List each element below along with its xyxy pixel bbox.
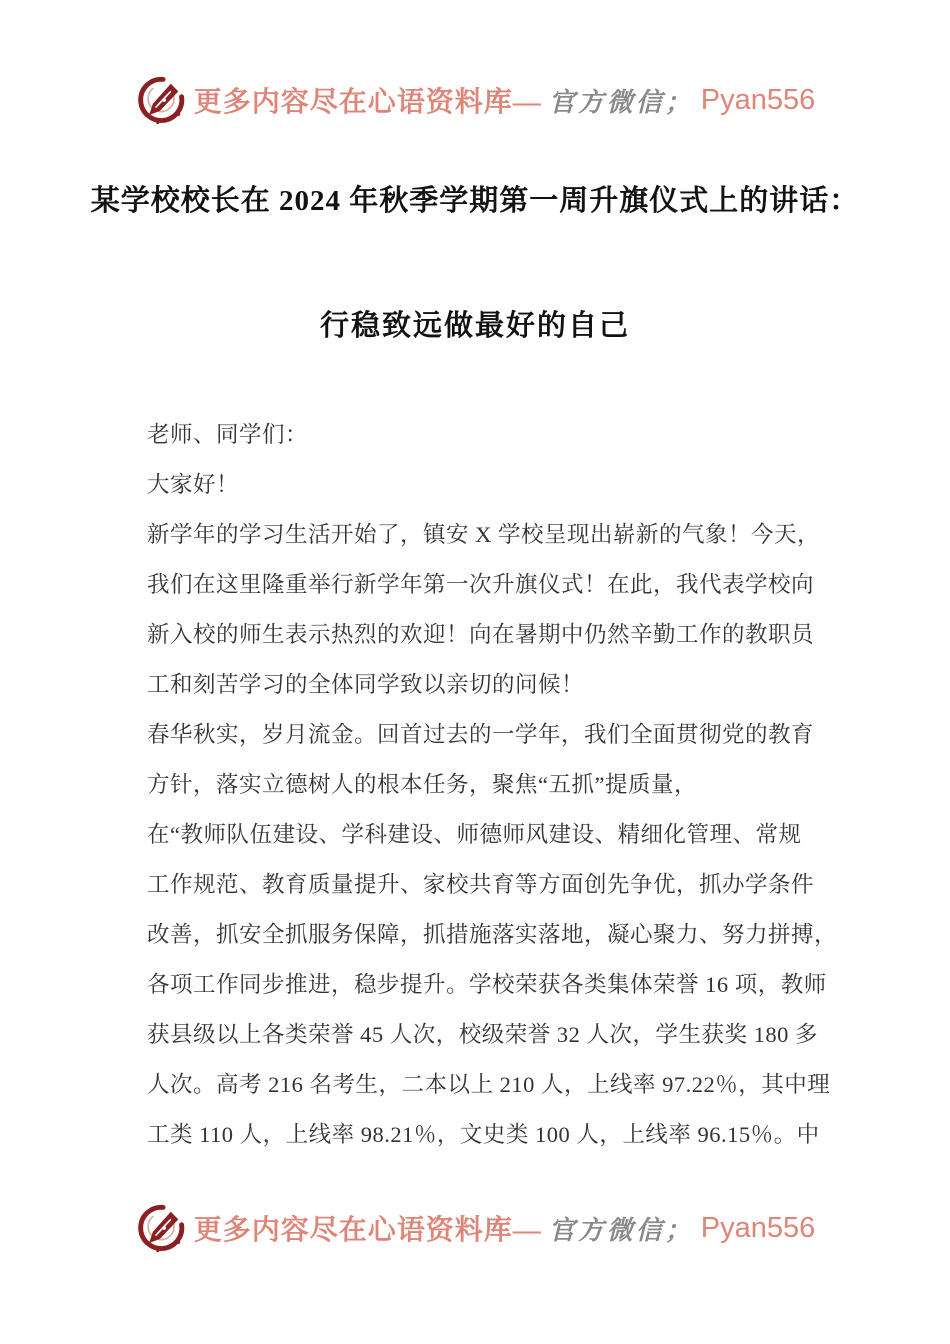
body-line: 大家好！ — [147, 472, 240, 497]
body-line: 工和刻苦学习的全体同学致以亲切的问候！ — [147, 672, 585, 697]
header-watermark — [0, 72, 950, 128]
body-line: 获县级以上各类荣誉 45 人次，校级荣誉 32 人次，学生获奖 180 多 — [147, 1022, 819, 1047]
body-line: 方针，落实立德树人的根本任务，聚焦“五抓”提质量， — [147, 772, 697, 797]
channel-label: 官方微信； — [548, 87, 694, 117]
body-line: 新学年的学习生活开始了，镇安 X 学校呈现出崭新的气象！今天， — [147, 522, 821, 547]
body-line: 工类 110 人，上线率 98.21％，文史类 100 人，上线率 96.15％。中 — [147, 1122, 820, 1147]
body-line: 改善，抓安全抓服务保障，抓措施落实落地，凝心聚力、努力拼搏， — [147, 922, 838, 947]
wechat-account-id: Pyan556 — [700, 83, 816, 116]
body-line: 在“教师队伍建设、学科建设、师德师风建设、精细化管理、常规 — [147, 822, 802, 847]
body-line: 各项工作同步推进，稳步提升。学校荣获各类集体荣誉 16 项，教师 — [147, 972, 827, 997]
document-body — [147, 410, 838, 1160]
footer-watermark — [0, 1200, 950, 1256]
brand-text: 更多内容尽在心语资料库— — [193, 87, 542, 118]
wechat-account-id: Pyan556 — [700, 1211, 816, 1244]
body-line: 工作规范、教育质量提升、家校共育等方面创先争优，抓办学条件 — [147, 872, 815, 897]
body-line: 春华秋实，岁月流金。回首过去的一学年，我们全面贯彻党的教育 — [147, 722, 815, 747]
channel-label: 官方微信； — [548, 1215, 694, 1245]
brand-text: 更多内容尽在心语资料库— — [193, 1215, 542, 1246]
body-line: 我们在这里隆重举行新学年第一次升旗仪式！在此，我代表学校向 — [147, 572, 815, 597]
body-line: 人次。高考 216 名考生，二本以上 210 人，上线率 97.22％，其中理 — [147, 1072, 831, 1097]
body-line: 老师、同学们： — [147, 422, 309, 447]
body-line: 新入校的师生表示热烈的欢迎！向在暑期中仍然辛勤工作的教职员 — [147, 622, 815, 647]
pen-circle-logo-icon — [135, 72, 187, 128]
document-subtitle: 行稳致远做最好的自己 — [319, 310, 630, 342]
document-title: 某学校校长在 2024 年秋季学期第一周升旗仪式上的讲话： — [90, 185, 860, 217]
pen-circle-logo-icon — [135, 1200, 187, 1256]
